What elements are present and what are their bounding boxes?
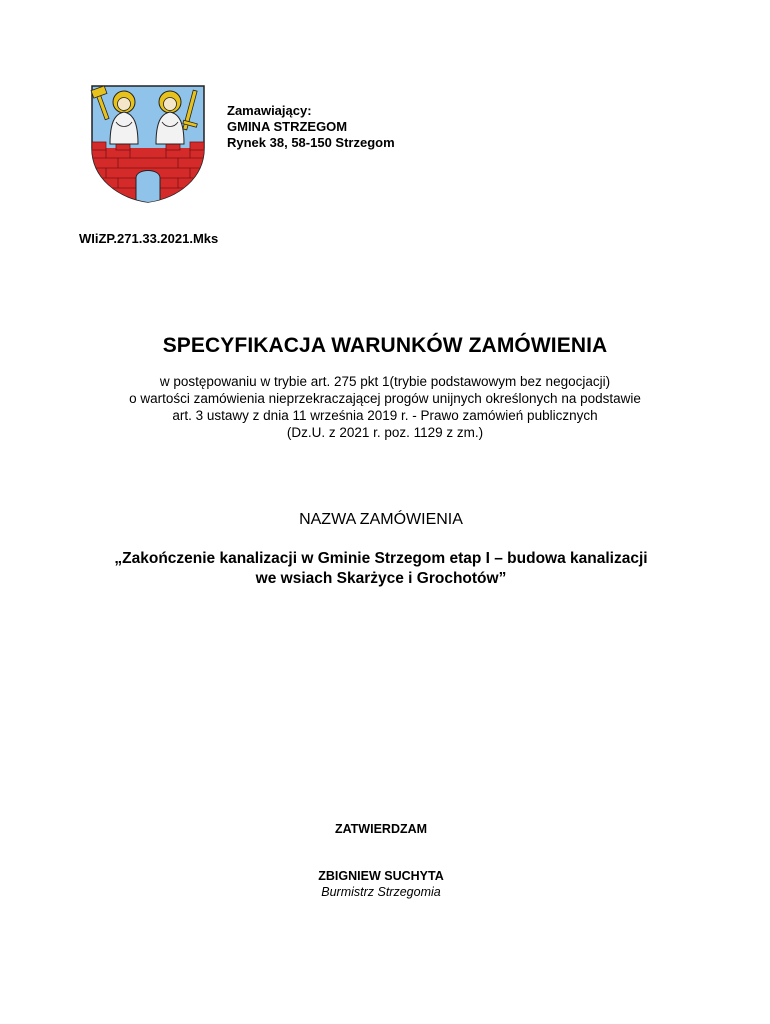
approval-label: ZATWIERDZAM (334, 822, 428, 836)
orderer-name: GMINA STRZEGOM (227, 119, 348, 134)
orderer-block (227, 103, 395, 151)
signer-name: ZBIGNIEW SUCHYTA (318, 869, 444, 883)
coat-of-arms-icon (86, 82, 210, 204)
document-title: SPECYFIKACJA WARUNKÓW ZAMÓWIENIA (162, 334, 608, 357)
order-name (0, 549, 762, 589)
procedure-line: (Dz.U. z 2021 r. poz. 1129 z zm.) (286, 425, 484, 440)
procedure-line: o wartości zamówienia nieprzekraczającej progów unijnych określonych na podstawie (129, 391, 641, 406)
procedure-line: art. 3 ustawy z dnia 11 września 2019 r. - Prawo zamówień publicznych (172, 408, 598, 423)
orderer-address: Rynek 38, 58-150 Strzegom (227, 135, 395, 150)
order-name-line: „Zakończenie kanalizacji w Gminie Strzegom etap I – budowa kanalizacji (114, 550, 648, 567)
procedure-description (0, 373, 770, 441)
order-name-heading: NAZWA ZAMÓWIENIA (299, 511, 463, 528)
reference-number: WIiZP.271.33.2021.Mks (79, 231, 219, 246)
order-name-line: we wsiach Skarżyce i Grochotów” (255, 570, 507, 587)
orderer-label: Zamawiający: (227, 103, 312, 118)
signer-block (0, 868, 762, 900)
signer-role: Burmistrz Strzegomia (321, 885, 441, 899)
procedure-line: w postępowaniu w trybie art. 275 pkt 1(trybie podstawowym bez negocjacji) (159, 374, 611, 389)
